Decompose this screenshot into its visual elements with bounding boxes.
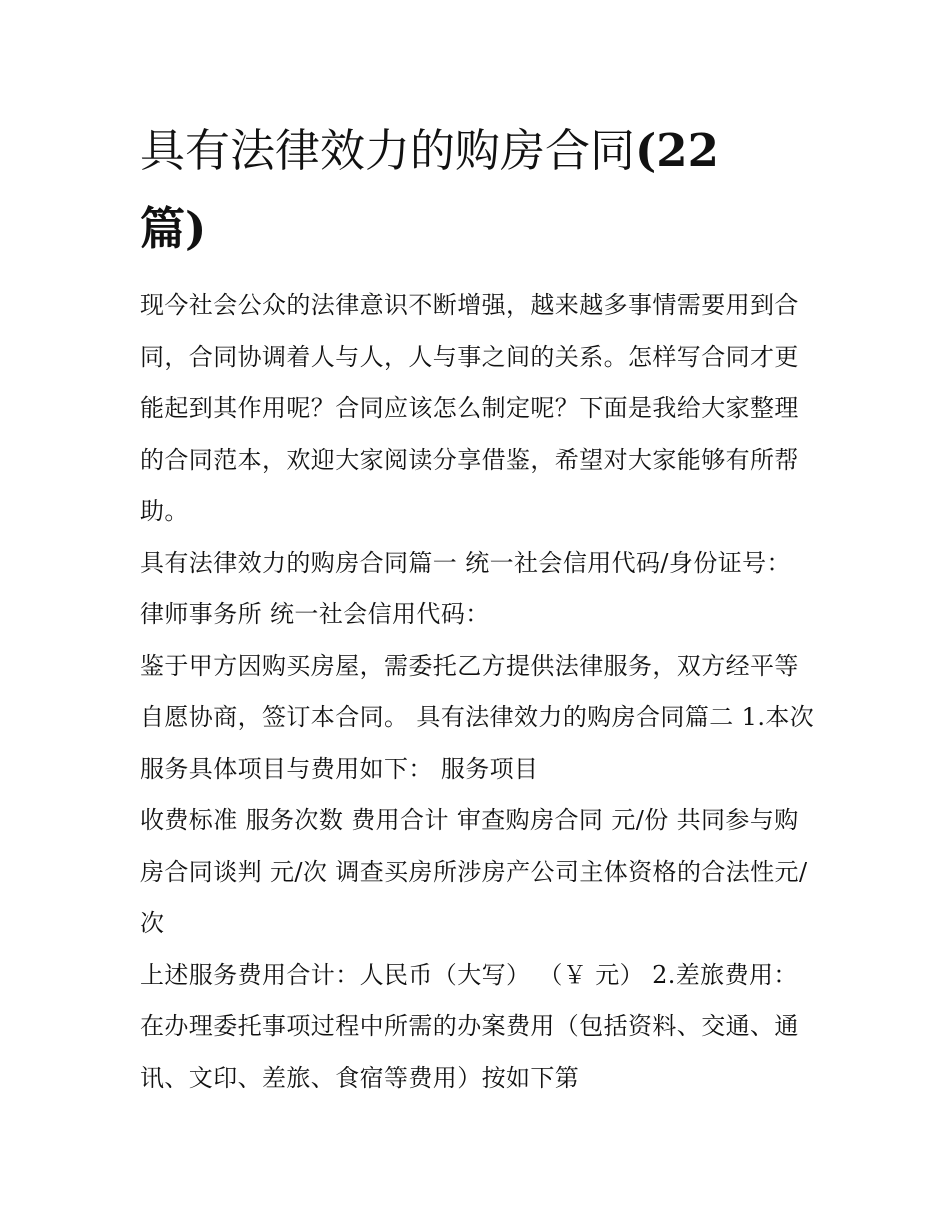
paragraph-law-firm: 律师事务所 统一社会信用代码： bbox=[140, 600, 490, 628]
paragraph-fee-items: 收费标准 服务次数 费用合计 审查购房合同 元/份 共同参与购房合同谈判 元/次 调查买房所涉房产公司主体资格的合法性元/次 bbox=[140, 806, 808, 937]
document-body bbox=[140, 280, 816, 1104]
title-main: 具有法律效力的购房合同 bbox=[140, 124, 636, 177]
paragraph-section-one: 具有法律效力的购房合同篇一 统一社会信用代码/身份证号： bbox=[140, 548, 791, 577]
paragraph-fee-total: 上述服务费用合计：人民币（大写） （￥ 元） 2.差旅费用：在办理委托事项过程中所需的办案费用（包括资料、交通、通讯、文印、差旅、食宿等费用）按如下第 bbox=[140, 960, 799, 1092]
page-title bbox=[140, 112, 820, 268]
paragraph-agreement: 鉴于甲方因购买房屋，需委托乙方提供法律服务，双方经平等自愿协商，签订本合同。 具有法律效力的购房合同篇二 1.本次服务具体项目与费用如下： 服务项目 bbox=[140, 651, 815, 783]
title-count: (22 bbox=[635, 124, 719, 177]
title-tail: 篇) bbox=[140, 202, 207, 255]
intro-paragraph: 现今社会公众的法律意识不断增强，越来越多事情需要用到合同，合同协调着人与人，人与事之间的关系。怎样写合同才更能起到其作用呢？合同应该怎么制定呢？下面是我给大家整理的合同范本，欢迎大家阅读分享借鉴，希望对大家能够有所帮助。 bbox=[140, 291, 799, 525]
